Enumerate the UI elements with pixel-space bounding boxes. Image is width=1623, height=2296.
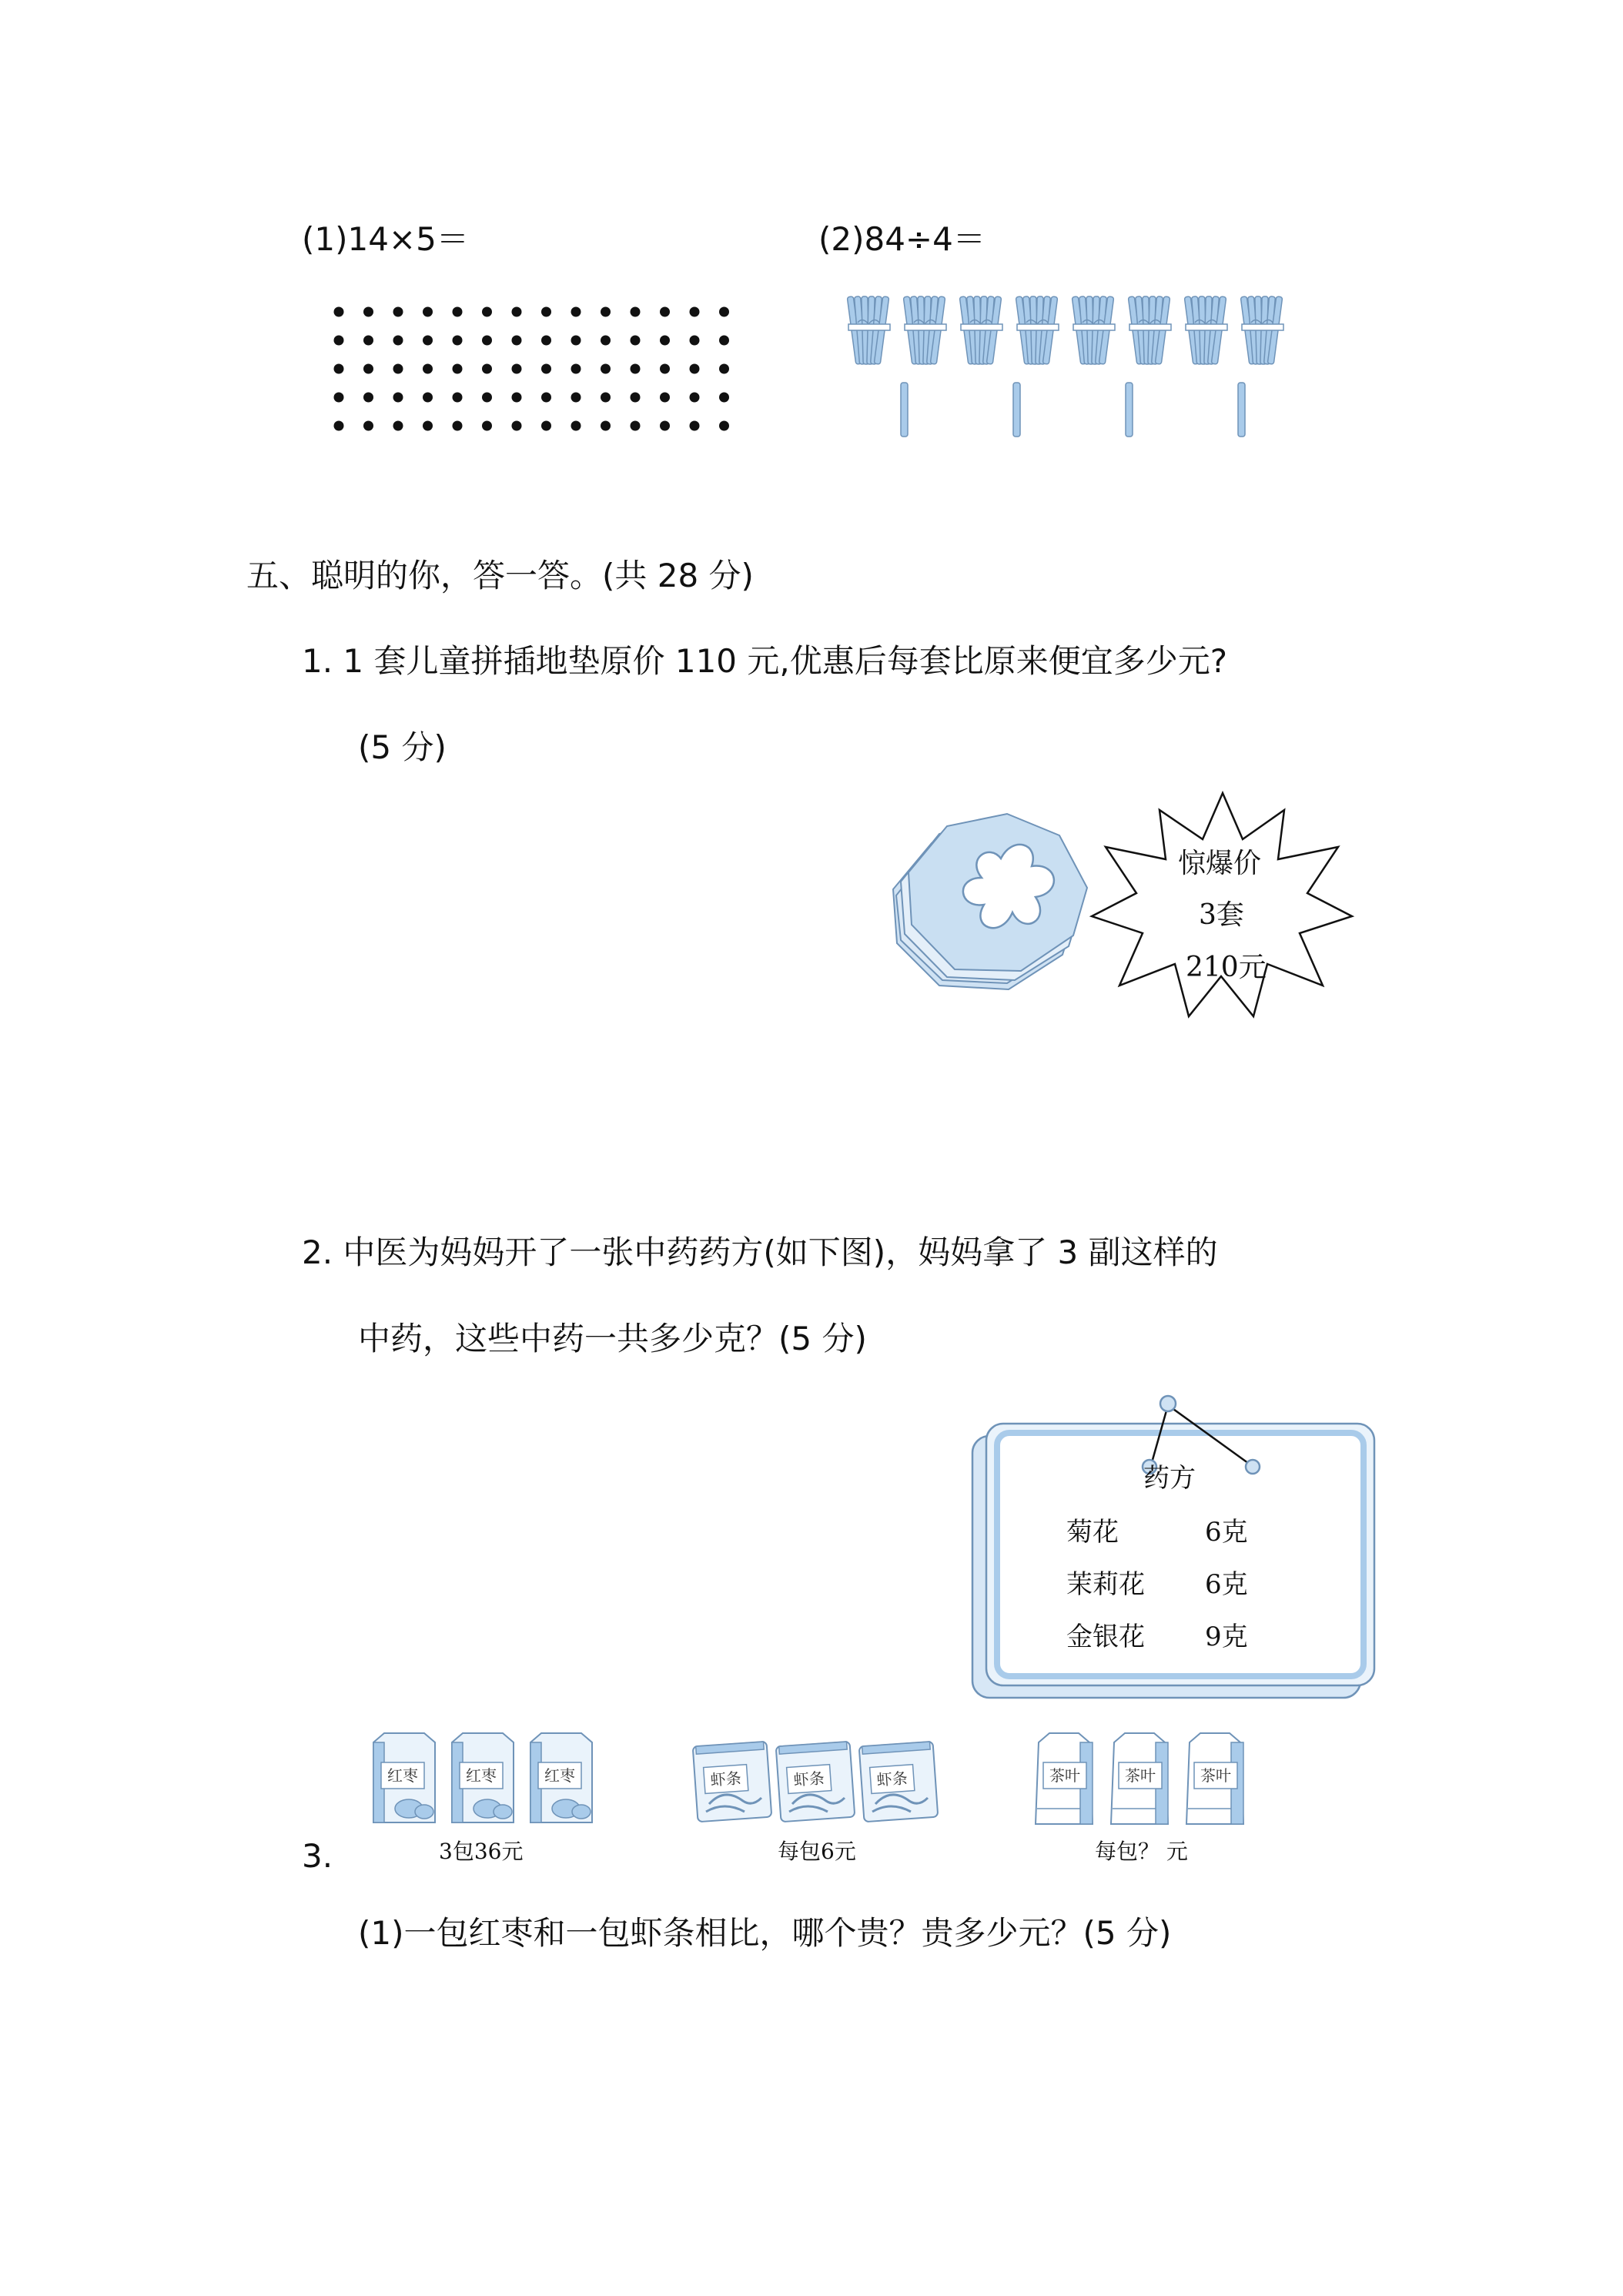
- stick-bundle: [1016, 296, 1059, 364]
- stick-bundle: [1072, 296, 1115, 364]
- prescription-row-2-amount: 6克: [1205, 1569, 1248, 1600]
- product-bag: [1036, 1733, 1093, 1824]
- dot: [453, 364, 463, 374]
- q3-number: 3.: [302, 1837, 333, 1875]
- dot: [719, 421, 729, 431]
- dot: [512, 421, 522, 431]
- product-bag-label: 虾条: [875, 1769, 909, 1789]
- dot: [512, 393, 522, 403]
- prescription-row-3-amount: 9克: [1205, 1622, 1248, 1652]
- stick-bundle: [1184, 296, 1227, 364]
- dot: [601, 364, 611, 374]
- dot: [571, 336, 581, 346]
- dot: [453, 421, 463, 431]
- prescription-row-1-amount: 6克: [1205, 1517, 1248, 1548]
- problem-4-1-label: (1)14×5＝: [302, 220, 469, 258]
- dot: [601, 393, 611, 403]
- dot: [423, 364, 433, 374]
- dot: [660, 336, 670, 346]
- dot: [660, 393, 670, 403]
- dot: [660, 364, 670, 374]
- dot: [571, 393, 581, 403]
- dot: [334, 393, 344, 403]
- dot: [334, 336, 344, 346]
- product-bag: [1186, 1733, 1243, 1824]
- prescription-row-2-name: 茉莉花: [1066, 1569, 1145, 1600]
- dot: [453, 336, 463, 346]
- dot: [690, 336, 700, 346]
- stick-bundle: [903, 296, 946, 364]
- stick-bundle: [1240, 296, 1283, 364]
- dot: [631, 393, 641, 403]
- q2-line-1: 2. 中医为妈妈开了一张中药药方(如下图)，妈妈拿了 3 副这样的: [302, 1233, 1218, 1271]
- product-bag: [530, 1733, 592, 1822]
- q2-line-2: 中药，这些中药一共多少克？(5 分): [358, 1320, 867, 1357]
- stick-bundle: [1128, 296, 1171, 364]
- dot: [482, 364, 492, 374]
- dot: [363, 393, 373, 403]
- dot: [363, 307, 373, 317]
- product-bag-label: 红枣: [544, 1766, 575, 1785]
- dot: [363, 336, 373, 346]
- dot: [631, 364, 641, 374]
- tea-caption: 每包？ 元: [1095, 1839, 1188, 1864]
- shrimp-chip-bags: [689, 1736, 943, 1829]
- dot: [482, 336, 492, 346]
- dot: [571, 307, 581, 317]
- dot: [601, 307, 611, 317]
- q1-text: 1. 1 套儿童拼插地垫原价 110 元,优惠后每套比原来便宜多少元?: [302, 642, 1228, 680]
- dot: [541, 421, 551, 431]
- dot: [601, 336, 611, 346]
- product-bag: [373, 1733, 435, 1822]
- dot: [601, 421, 611, 431]
- dot: [334, 307, 344, 317]
- dot: [482, 421, 492, 431]
- product-bag-label: 红枣: [466, 1766, 497, 1785]
- prescription-title: 药方: [1143, 1463, 1196, 1494]
- dot: [512, 336, 522, 346]
- stick-bundle: [847, 296, 890, 364]
- dot: [423, 393, 433, 403]
- dot: [631, 307, 641, 317]
- dot: [631, 421, 641, 431]
- dot: [423, 336, 433, 346]
- q3-sub-1: (1)一包红枣和一包虾条相比，哪个贵？贵多少元？(5 分): [358, 1914, 1172, 1952]
- dot: [571, 421, 581, 431]
- product-bag-label: 茶叶: [1125, 1766, 1156, 1785]
- tea-bags: [1028, 1729, 1251, 1829]
- dot: [571, 364, 581, 374]
- dot: [660, 421, 670, 431]
- dot: [690, 393, 700, 403]
- dot: [482, 307, 492, 317]
- section-5-title: 五、聪明的你，答一答。(共 28 分): [246, 557, 754, 594]
- dot: [482, 393, 492, 403]
- stick-bundles: [847, 296, 1309, 450]
- starburst-line-3: 210元: [1186, 952, 1267, 983]
- dot: [719, 393, 729, 403]
- dot: [631, 336, 641, 346]
- q1-points: (5 分): [358, 728, 447, 766]
- dot: [423, 307, 433, 317]
- problem-4-2-label: (2)84÷4＝: [818, 220, 986, 258]
- dot: [541, 336, 551, 346]
- single-stick: [1238, 383, 1245, 437]
- dot: [719, 336, 729, 346]
- dot: [541, 393, 551, 403]
- product-bag-label: 虾条: [709, 1769, 742, 1789]
- dot: [393, 336, 403, 346]
- single-stick: [1126, 383, 1133, 437]
- red-date-bags: [366, 1729, 604, 1829]
- dot: [690, 364, 700, 374]
- dot: [393, 364, 403, 374]
- dot: [453, 393, 463, 403]
- floor-mat-illustration: [885, 812, 1093, 1001]
- product-bag: [693, 1742, 772, 1822]
- product-bag-label: 红枣: [387, 1766, 418, 1785]
- starburst-line-1: 惊爆价: [1178, 848, 1262, 879]
- dot-array: [331, 304, 762, 443]
- dot: [719, 364, 729, 374]
- dot: [541, 364, 551, 374]
- product-bag: [859, 1742, 939, 1822]
- dot: [393, 393, 403, 403]
- product-bag: [1111, 1733, 1168, 1824]
- dot: [719, 307, 729, 317]
- product-bag-label: 虾条: [792, 1769, 825, 1789]
- product-bag-label: 茶叶: [1200, 1766, 1231, 1785]
- dot: [690, 307, 700, 317]
- product-bag-label: 茶叶: [1049, 1766, 1080, 1785]
- dot: [423, 421, 433, 431]
- dot: [512, 364, 522, 374]
- dot: [660, 307, 670, 317]
- product-bag: [452, 1733, 514, 1822]
- prescription-row-3-name: 金银花: [1066, 1622, 1145, 1652]
- dot: [690, 421, 700, 431]
- product-bag: [776, 1742, 855, 1822]
- shrimp-chip-caption: 每包6元: [778, 1839, 856, 1864]
- red-date-caption: 3包36元: [439, 1839, 524, 1864]
- dot: [512, 307, 522, 317]
- prescription-row-1-name: 菊花: [1066, 1517, 1119, 1548]
- prescription-board: [966, 1382, 1397, 1721]
- dot: [363, 421, 373, 431]
- dot: [393, 307, 403, 317]
- stick-bundle: [959, 296, 1002, 364]
- starburst-line-2: 3套: [1199, 899, 1244, 931]
- single-stick: [901, 383, 908, 437]
- dot: [334, 421, 344, 431]
- single-stick: [1013, 383, 1020, 437]
- dot: [363, 364, 373, 374]
- dot: [541, 307, 551, 317]
- dot: [393, 421, 403, 431]
- dot: [334, 364, 344, 374]
- dot: [453, 307, 463, 317]
